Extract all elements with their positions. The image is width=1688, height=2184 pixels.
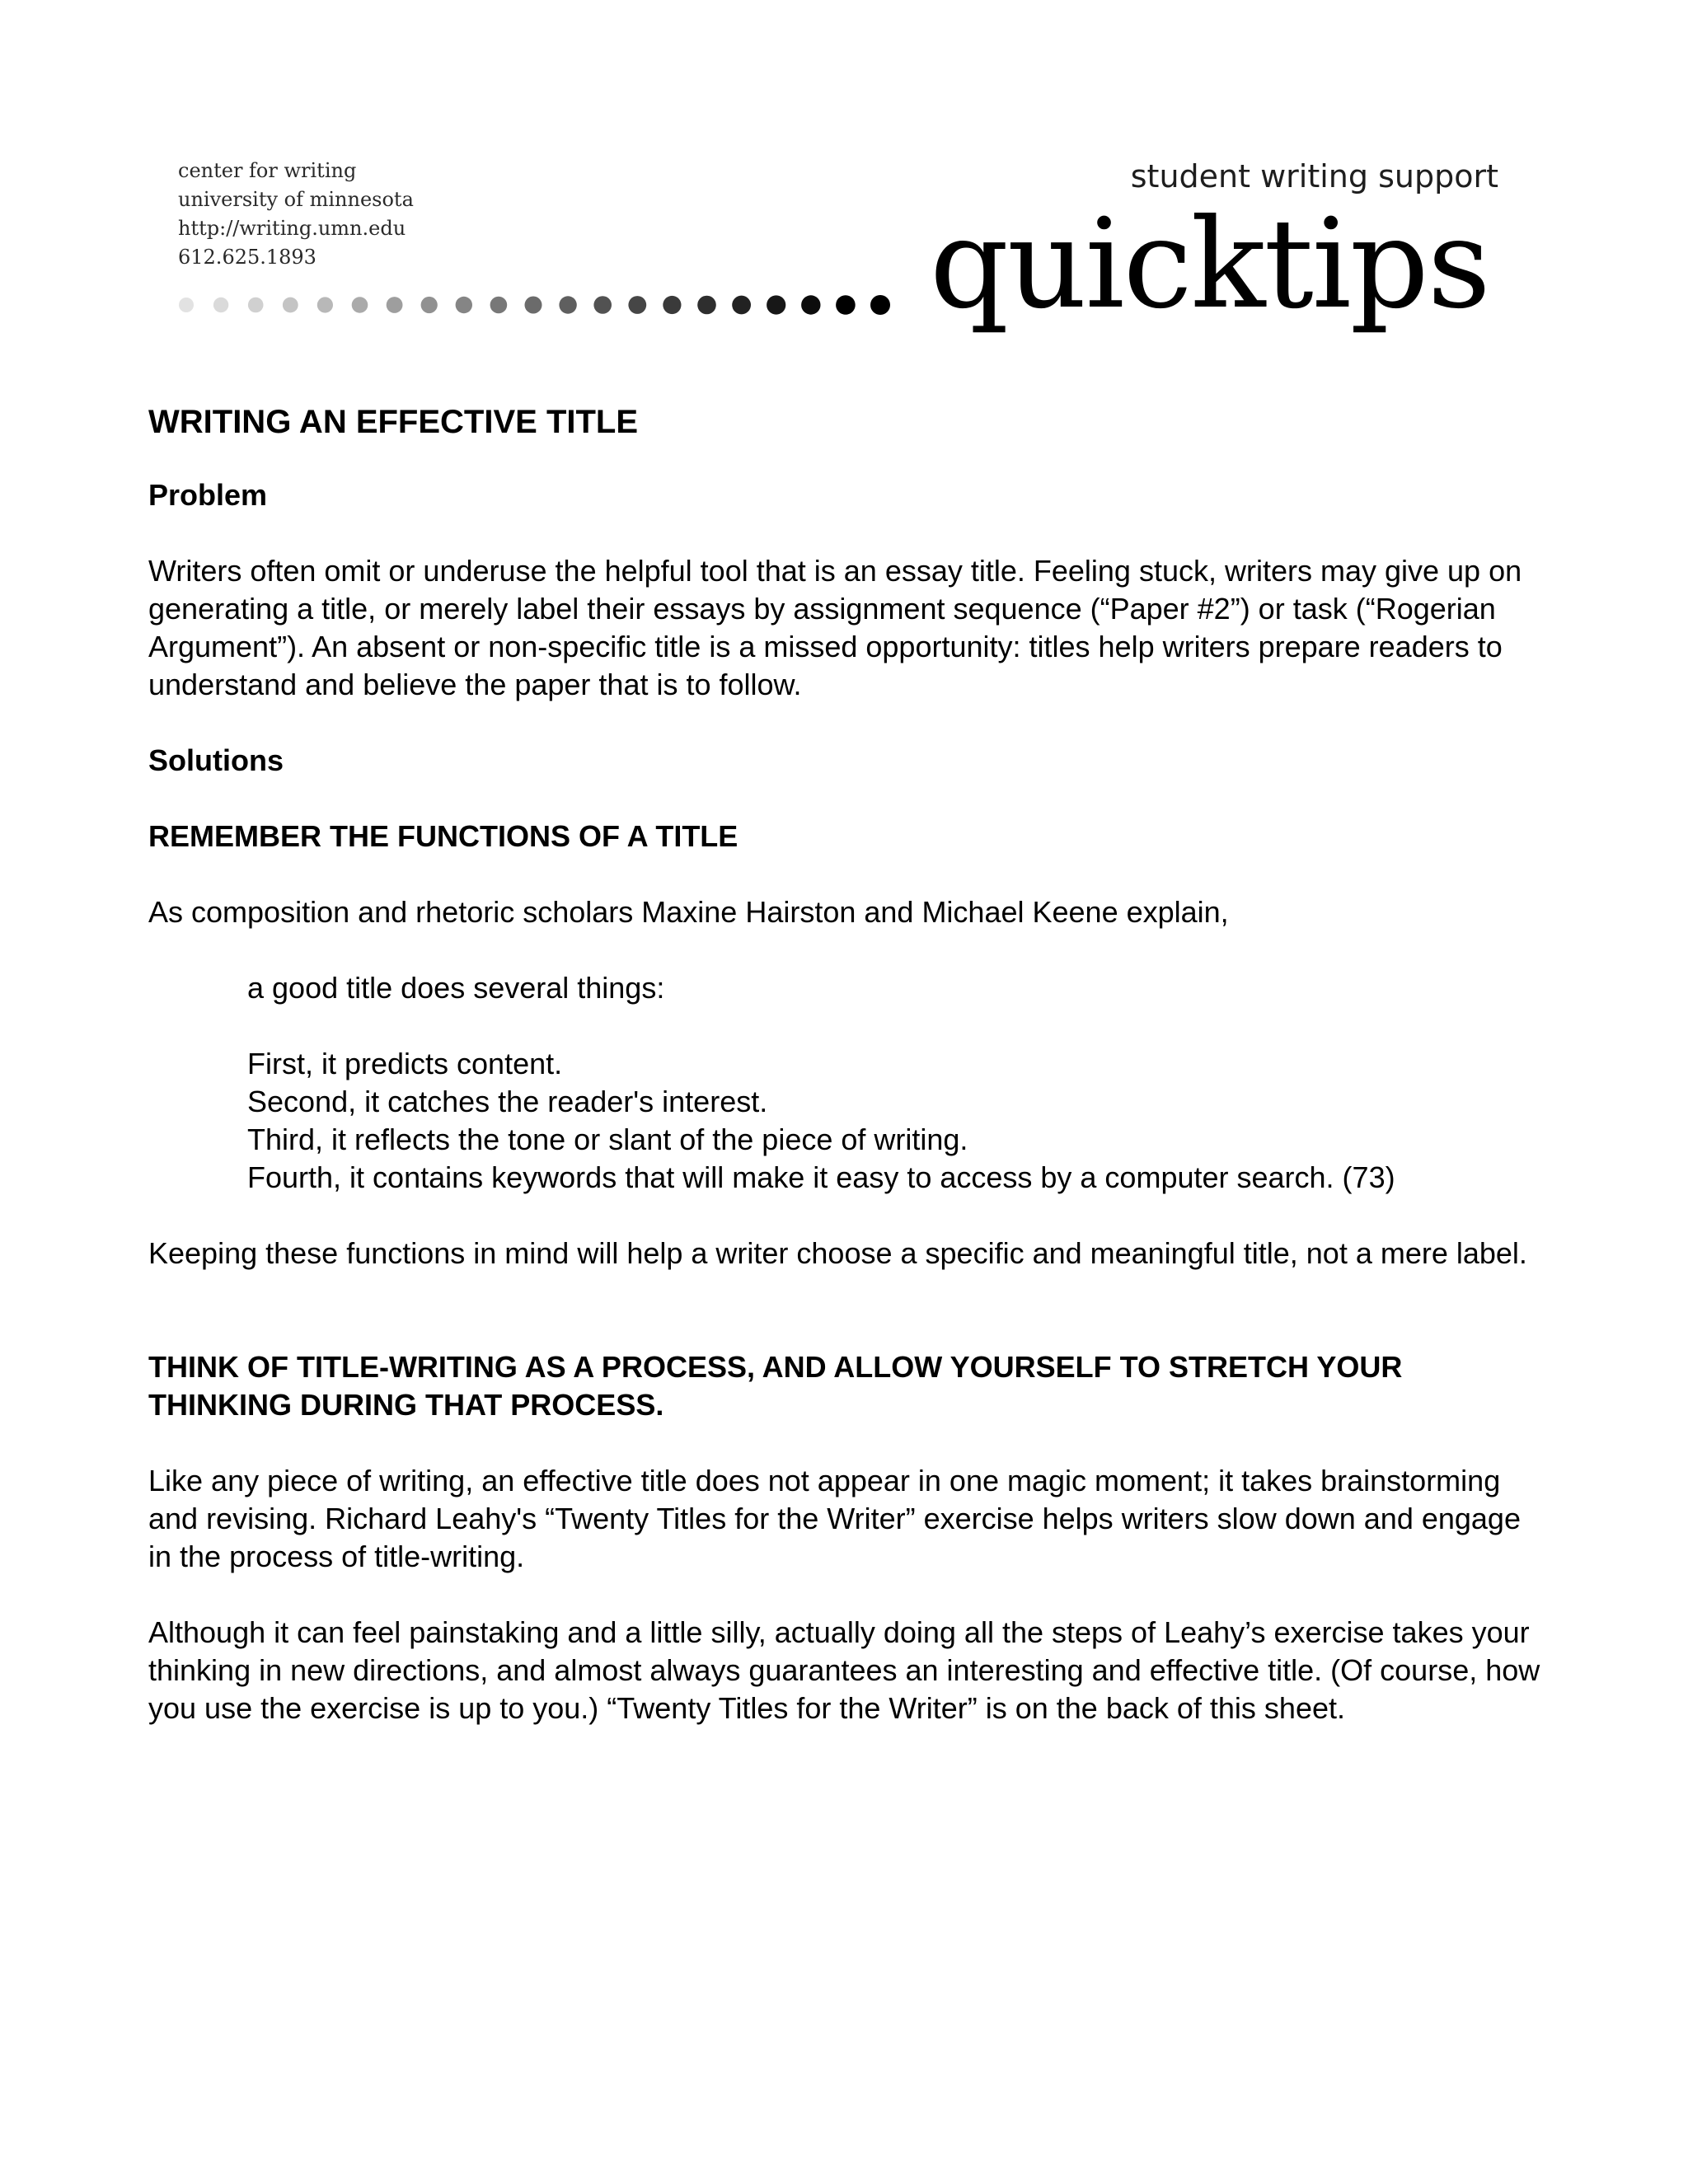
university-name: university of minnesota [178, 188, 414, 211]
dot [767, 295, 785, 314]
letterhead [0, 0, 1688, 363]
functions-heading: REMEMBER THE FUNCTIONS OF A TITLE [148, 819, 738, 853]
dot [870, 295, 890, 315]
quote-item: First, it predicts content. [247, 1047, 563, 1080]
dot [801, 295, 820, 314]
org-name: center for writing [178, 159, 357, 182]
process-paragraph-2: Although it can feel painstaking and a little silly, actually doing all the steps of Leahy’s exercise takes your thinking in new directions, and almost always guarantees an interesting and effective title. (Of course, how you use the exercise is up to you.) “Twenty Titles for the Writer” is on the back of this sheet. [148, 1615, 1540, 1725]
contact-block [178, 157, 557, 272]
page-title: WRITING AN EFFECTIVE TITLE [148, 404, 639, 440]
dot [456, 297, 472, 313]
dot [317, 297, 333, 312]
functions-intro: As composition and rhetoric scholars Maxine Hairston and Michael Keene explain, [148, 895, 1229, 929]
process-heading: THINK OF TITLE-WRITING AS A PROCESS, AND ALLOW YOURSELF TO STRETCH YOUR THINKING DURING THAT PROCESS. [148, 1350, 1403, 1422]
dot [697, 296, 716, 315]
dot [525, 297, 542, 314]
solutions-heading: Solutions [148, 743, 284, 777]
dot [421, 297, 438, 313]
dot [559, 296, 576, 313]
dot [352, 297, 368, 313]
document-body [148, 402, 1550, 1727]
dot [213, 298, 228, 312]
quote-item: Fourth, it contains keywords that will make it easy to access by a computer search. (73) [247, 1160, 1395, 1194]
quote-item: Second, it catches the reader's interest. [247, 1085, 768, 1118]
website-url: http://writing.umn.edu [178, 217, 406, 240]
process-paragraph-1: Like any piece of writing, an effective title does not appear in one magic moment; it takes brainstorming and revising. Richard Leahy's “Twenty Titles for the Writer” exercise helps writers slow down and engage in the process of title-writing. [148, 1464, 1521, 1573]
dot [628, 296, 646, 314]
dot [593, 296, 612, 314]
quote-item: Third, it reflects the tone or slant of the piece of writing. [247, 1122, 968, 1156]
dot [732, 296, 751, 315]
functions-conclusion: Keeping these functions in mind will help a writer choose a specific and meaningful title, not a mere label. [148, 1236, 1527, 1270]
dot [387, 297, 403, 313]
block-quote [247, 969, 1550, 1197]
dot [248, 298, 264, 313]
dot [283, 298, 298, 313]
dot [836, 295, 856, 315]
tagline: student writing support [1130, 158, 1498, 194]
quote-lead: a good title does several things: [247, 971, 665, 1005]
problem-heading: Problem [148, 478, 268, 512]
dot [179, 298, 194, 312]
phone-number: 612.625.1893 [178, 246, 316, 269]
dot [663, 296, 681, 314]
problem-paragraph: Writers often omit or underuse the helpful tool that is an essay title. Feeling stuck, writers may give up on generating a title, or merely label their essays by assignment sequence (“Paper #2”) or task (“Rogerian Argument”). An absent or non-specific title is a missed opportunity: titles help writers prepare readers to understand and believe the paper that is to follow. [148, 554, 1522, 701]
quicktips-logo: quicktips [930, 193, 1489, 336]
dot-leader [170, 288, 895, 321]
dot [490, 297, 508, 314]
